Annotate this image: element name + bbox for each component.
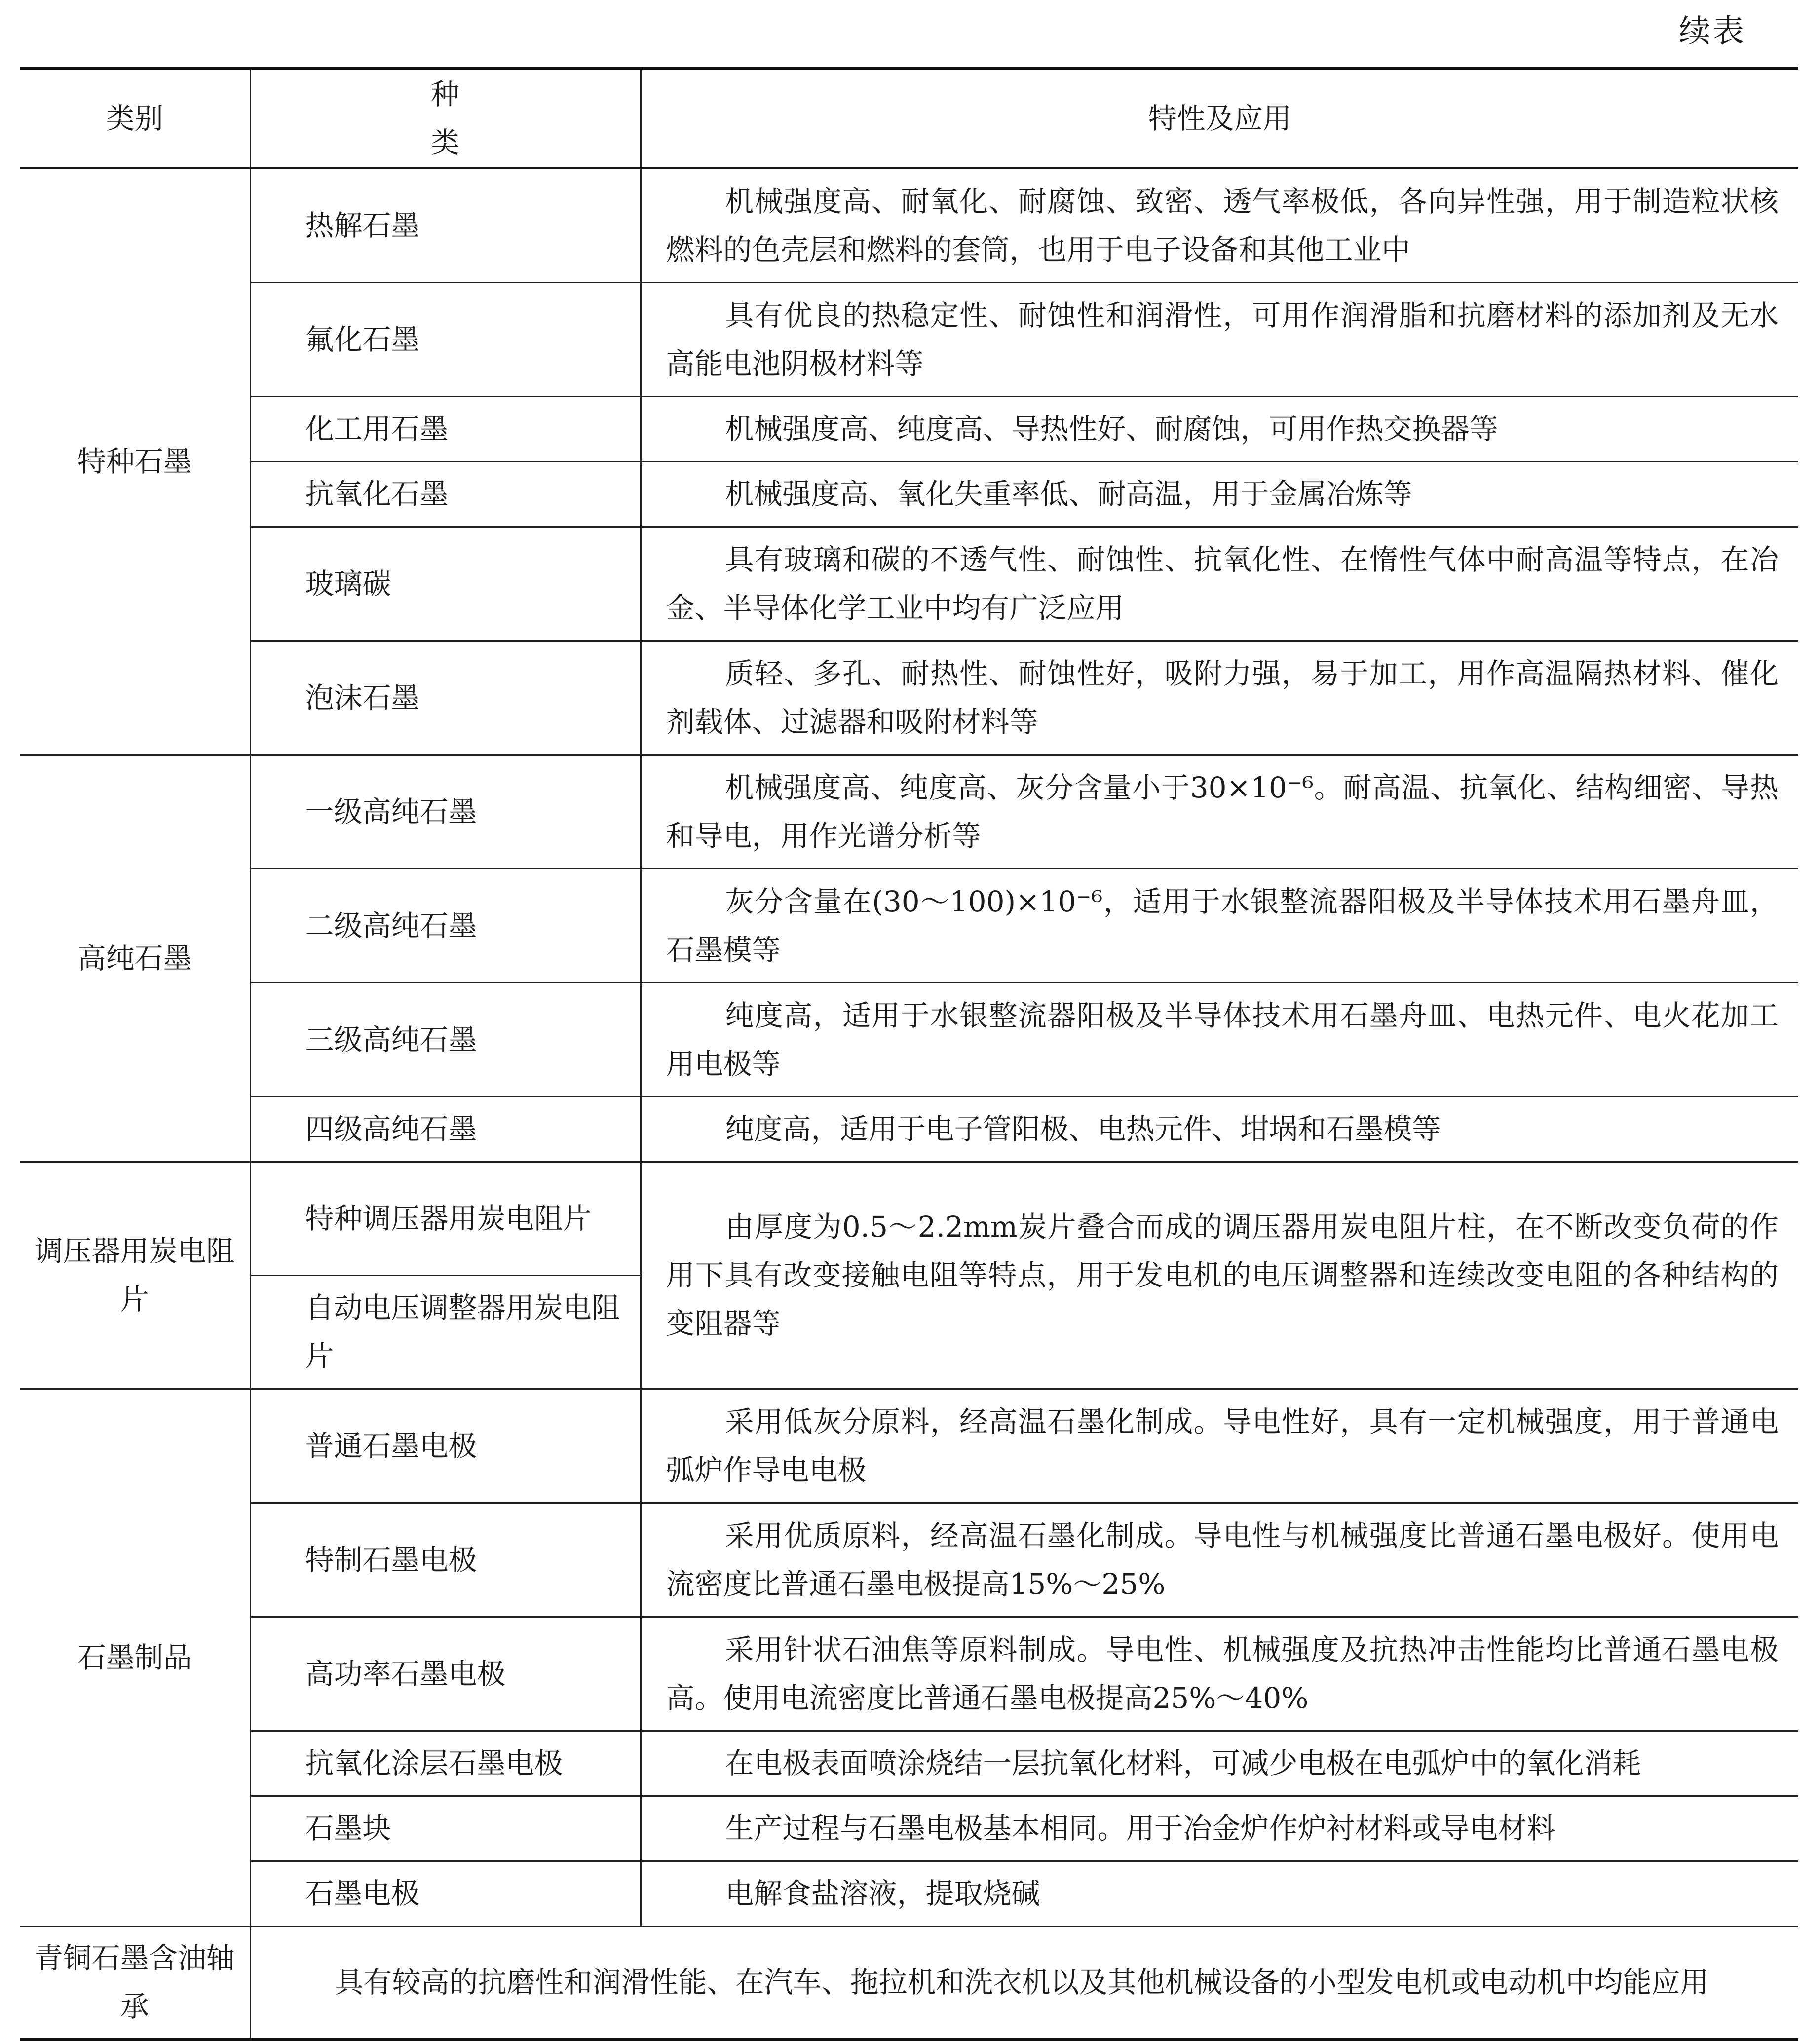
kind-cell: 自动电压调整器用炭电阻片 [250,1275,641,1389]
description-cell: 纯度高，适用于电子管阳极、电热元件、坩埚和石墨模等 [641,1096,1798,1162]
table-row [20,1861,1798,1926]
description-cell: 生产过程与石墨电极基本相同。用于冶金炉作炉衬材料或导电材料 [641,1796,1798,1861]
header-kind: 种 类 [250,68,641,168]
description-cell: 纯度高，适用于水银整流器阳极及半导体技术用石墨舟皿、电热元件、电火花加工用电极等 [641,983,1798,1096]
description-cell: 采用低灰分原料，经高温石墨化制成。导电性好，具有一定机械强度，用于普通电弧炉作导电电极 [641,1389,1798,1503]
table-row [20,1926,1798,2040]
table-row [20,461,1798,527]
table-header-row [20,68,1798,168]
table-row [20,641,1798,755]
kind-cell: 特种调压器用炭电阻片 [250,1162,641,1275]
header-properties: 特性及应用 [641,68,1798,168]
table-row [20,1796,1798,1861]
description-cell: 机械强度高、纯度高、导热性好、耐腐蚀，可用作热交换器等 [641,396,1798,461]
header-category: 类别 [20,68,250,168]
kind-cell: 泡沫石墨 [250,641,641,755]
description-cell: 质轻、多孔、耐热性、耐蚀性好，吸附力强，易于加工，用作高温隔热材料、催化剂载体、过滤器和吸附材料等 [641,641,1798,755]
description-cell: 由厚度为0.5～2.2mm炭片叠合而成的调压器用炭电阻片柱，在不断改变负荷的作用下具有改变接触电阻等特点，用于发电机的电压调整器和连续改变电阻的各种结构的变阻器等 [641,1162,1798,1389]
table-row [20,1162,1798,1275]
description-cell: 灰分含量在(30～100)×10⁻⁶，适用于水银整流器阳极及半导体技术用石墨舟皿，石墨模等 [641,869,1798,983]
table-row [20,983,1798,1096]
table-row [20,1731,1798,1796]
description-cell: 机械强度高、耐氧化、耐腐蚀、致密、透气率极低，各向异性强，用于制造粒状核燃料的色壳层和燃料的套筒，也用于电子设备和其他工业中 [641,168,1798,282]
category-cell: 高纯石墨 [20,755,250,1162]
kind-cell: 氟化石墨 [250,282,641,396]
table-row [20,396,1798,461]
description-cell: 采用优质原料，经高温石墨化制成。导电性与机械强度比普通石墨电极好。使用电流密度比普通石墨电极提高15%～25% [641,1503,1798,1617]
kind-cell: 抗氧化涂层石墨电极 [250,1731,641,1796]
category-cell: 青铜石墨含油轴承 [20,1926,250,2040]
kind-cell: 四级高纯石墨 [250,1096,641,1162]
kind-cell: 石墨电极 [250,1861,641,1926]
kind-cell: 抗氧化石墨 [250,461,641,527]
kind-cell: 高功率石墨电极 [250,1617,641,1731]
kind-cell: 三级高纯石墨 [250,983,641,1096]
table-row [20,755,1798,869]
table-row [20,1617,1798,1731]
table-row [20,1503,1798,1617]
continued-table-caption: 续表 [1679,13,1746,50]
category-cell: 特种石墨 [20,168,250,755]
description-cell: 机械强度高、纯度高、灰分含量小于30×10⁻⁶。耐高温、抗氧化、结构细密、导热和导电，用作光谱分析等 [641,755,1798,869]
description-cell: 具有优良的热稳定性、耐蚀性和润滑性，可用作润滑脂和抗磨材料的添加剂及无水高能电池阴极材料等 [641,282,1798,396]
category-cell: 石墨制品 [20,1389,250,1926]
kind-cell: 特制石墨电极 [250,1503,641,1617]
category-cell: 调压器用炭电阻片 [20,1162,250,1389]
description-cell: 采用针状石油焦等原料制成。导电性、机械强度及抗热冲击性能均比普通石墨电极高。使用电流密度比普通石墨电极提高25%～40% [641,1617,1798,1731]
kind-cell: 普通石墨电极 [250,1389,641,1503]
kind-cell: 玻璃碳 [250,527,641,641]
kind-cell: 热解石墨 [250,168,641,282]
table-row [20,527,1798,641]
kind-cell: 石墨块 [250,1796,641,1861]
description-cell: 机械强度高、氧化失重率低、耐高温，用于金属冶炼等 [641,461,1798,527]
table-row [20,1389,1798,1503]
kind-cell: 化工用石墨 [250,396,641,461]
table-row [20,168,1798,282]
kind-cell: 一级高纯石墨 [250,755,641,869]
description-cell: 具有玻璃和碳的不透气性、耐蚀性、抗氧化性、在惰性气体中耐高温等特点，在冶金、半导体化学工业中均有广泛应用 [641,527,1798,641]
description-cell: 在电极表面喷涂烧结一层抗氧化材料，可减少电极在电弧炉中的氧化消耗 [641,1731,1798,1796]
graphite-types-table [20,67,1798,2041]
table-row [20,1096,1798,1162]
description-cell: 电解食盐溶液，提取烧碱 [641,1861,1798,1926]
table-row [20,869,1798,983]
description-cell: 具有较高的抗磨性和润滑性能、在汽车、拖拉机和洗衣机以及其他机械设备的小型发电机或电动机中均能应用 [250,1926,1798,2040]
kind-cell: 二级高纯石墨 [250,869,641,983]
table-row [20,282,1798,396]
